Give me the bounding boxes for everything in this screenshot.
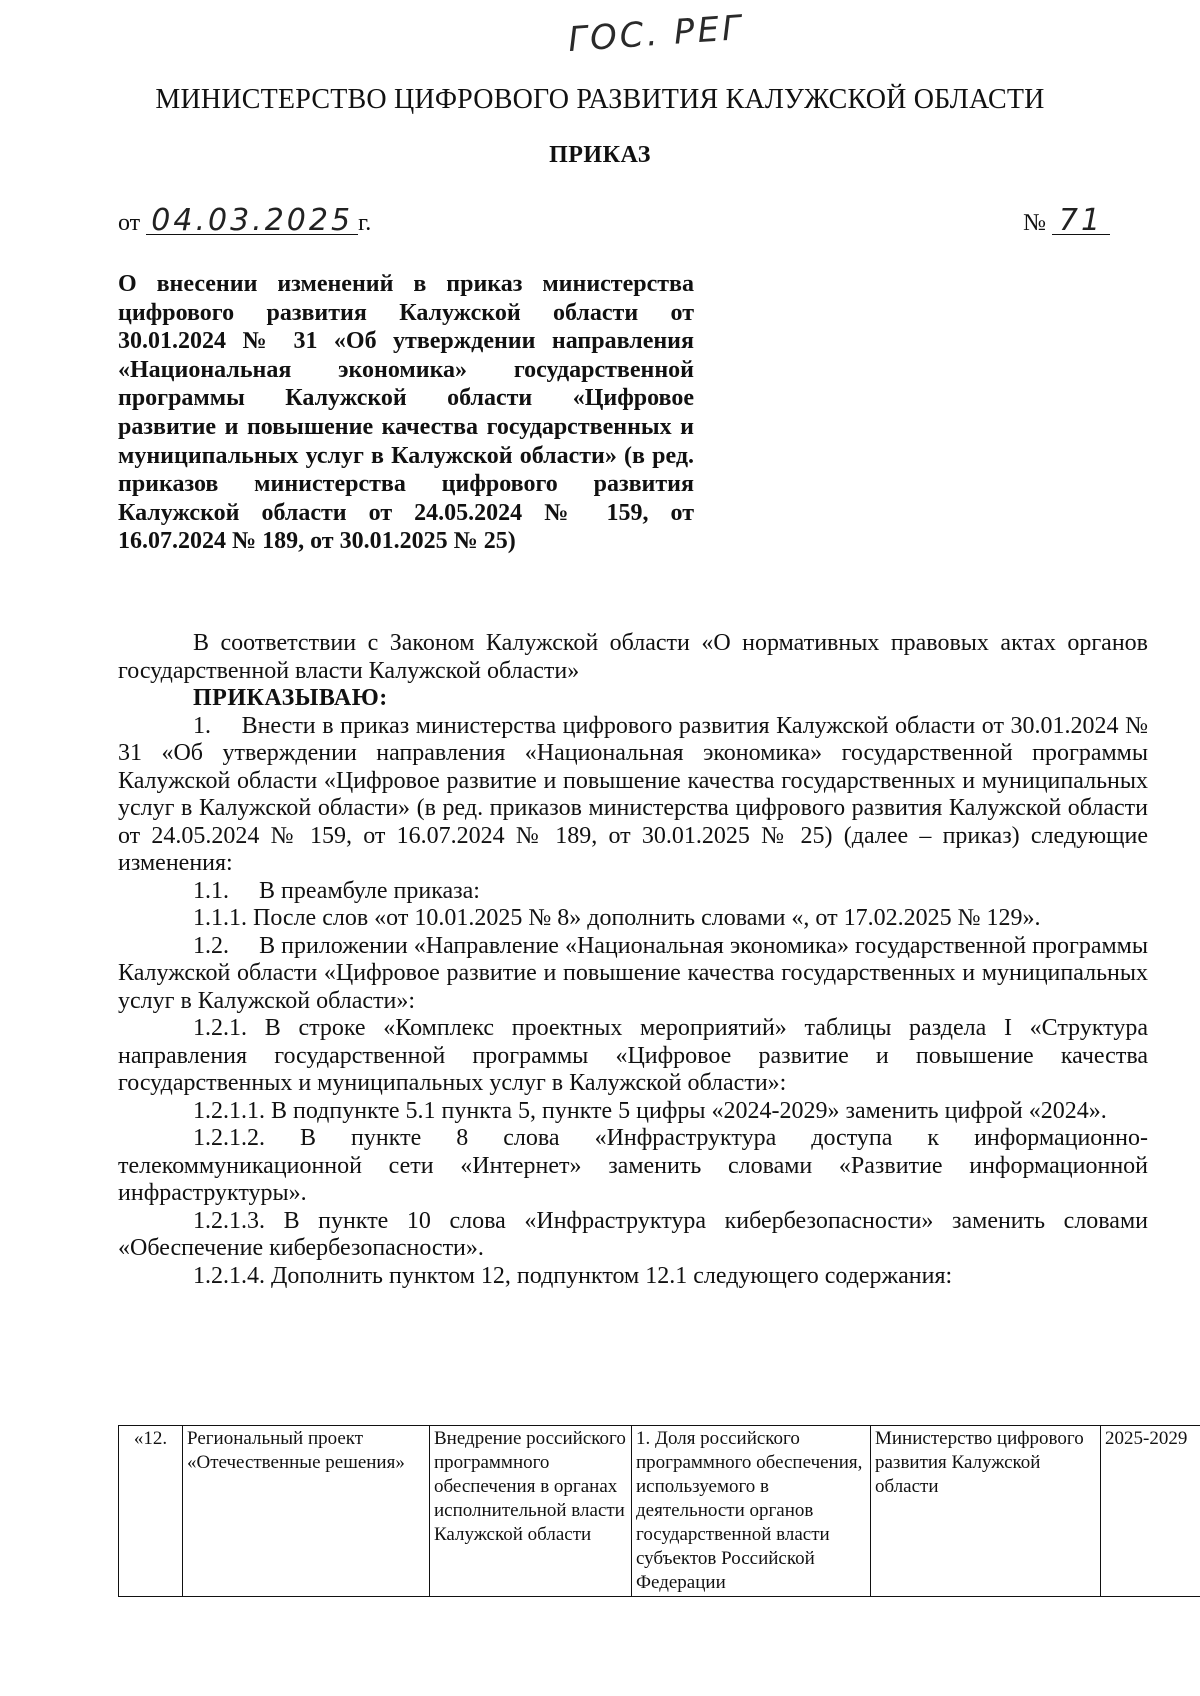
table-cell-project: Региональный проект «Отечественные решения»: [183, 1426, 430, 1597]
order-number: [1023, 203, 1110, 238]
handwritten-registration-note: ГОС. РЕГ: [566, 7, 746, 61]
amendment-table: [118, 1425, 1200, 1597]
table-cell-period: 2025-2029: [1101, 1426, 1200, 1597]
table-cell-responsible: Министерство цифрового развития Калужской области: [871, 1426, 1101, 1597]
date-prefix: от: [118, 210, 141, 236]
order-body: [118, 630, 1148, 1290]
order-verb: ПРИКАЗЫВАЮ:: [193, 685, 388, 711]
clause-1: 1. Внести в приказ министерства цифрового развития Калужской области от 30.01.2024 № 31 «Об утверждении направления «Национальная экономика» государственной программы Калужской области «Цифровое развитие и повышение качества государственных и муниципальных услуг в Калужской области» (в ред. приказов министерства цифрового развития Калужской области от 24.05.2024 № 159, от 16.07.2024 № 189, от 30.01.2025 № 25) (далее – приказ) следующие изменения:: [118, 712, 1148, 876]
clause-1-1: 1.1. В преамбуле приказа:: [193, 877, 480, 904]
table-cell-task: Внедрение российского программного обеспечения в органах исполнительной власти Калужской области: [430, 1426, 632, 1597]
order-subject: О внесении изменений в приказ министерства цифрового развития Калужской области от 30.01.2024 № 31 «Об утверждении направления «Национальная экономика» государственной программы Калужской области «Цифровое развитие и повышение качества государственных и муниципальных услуг в Калужской области» (в ред. приказов министерства цифрового развития Калужской области от 24.05.2024 № 159, от 16.07.2024 № 189, от 30.01.2025 № 25): [118, 271, 694, 555]
clause-1-2-1-4: 1.2.1.4. Дополнить пунктом 12, подпунктом 12.1 следующего содержания:: [193, 1262, 953, 1289]
table-cell-number: «12.: [119, 1426, 183, 1597]
table-row: [119, 1426, 1200, 1597]
date-suffix: г.: [358, 210, 372, 236]
clause-1-2-1-1: 1.2.1.1. В подпункте 5.1 пункта 5, пункте 5 цифры «2024-2029» заменить цифрой «2024».: [193, 1097, 1107, 1124]
clause-1-2-1: 1.2.1. В строке «Комплекс проектных мероприятий» таблицы раздела I «Структура направления государственной программы «Цифровое развитие и повышение качества государственных и муниципальных услуг в Калужской области»:: [118, 1015, 1148, 1096]
order-date: [118, 203, 372, 238]
preamble: В соответствии с Законом Калужской области «О нормативных правовых актах органов государственной власти Калужской области»: [118, 630, 1148, 684]
clause-1-2-1-3: 1.2.1.3. В пункте 10 слова «Инфраструктура кибербезопасности» заменить словами «Обеспечение кибербезопасности».: [118, 1207, 1148, 1261]
handwritten-number: 71: [1052, 208, 1110, 235]
clause-1-2-1-2: 1.2.1.2. В пункте 8 слова «Инфраструктура доступа к информационно-телекоммуникационной сети «Интернет» заменить словами «Развитие информационной инфраструктуры».: [118, 1125, 1148, 1206]
document-type: ПРИКАЗ: [549, 142, 651, 168]
clause-1-2: 1.2. В приложении «Направление «Национальная экономика» государственной программы Калужской области «Цифровое развитие и повышение качества государственных и муниципальных услуг в Калужской области»:: [118, 932, 1148, 1014]
handwritten-date: 04.03.2025: [146, 208, 358, 235]
table-cell-indicator: 1. Доля российского программного обеспечения, используемого в деятельности органов государственной власти субъектов Российской Федерации: [632, 1426, 871, 1597]
ministry-name: МИНИСТЕРСТВО ЦИФРОВОГО РАЗВИТИЯ КАЛУЖСКОЙ ОБЛАСТИ: [155, 84, 1045, 115]
clause-1-1-1: 1.1.1. После слов «от 10.01.2025 № 8» дополнить словами «, от 17.02.2025 № 129».: [193, 905, 1041, 931]
number-prefix: №: [1023, 210, 1046, 236]
